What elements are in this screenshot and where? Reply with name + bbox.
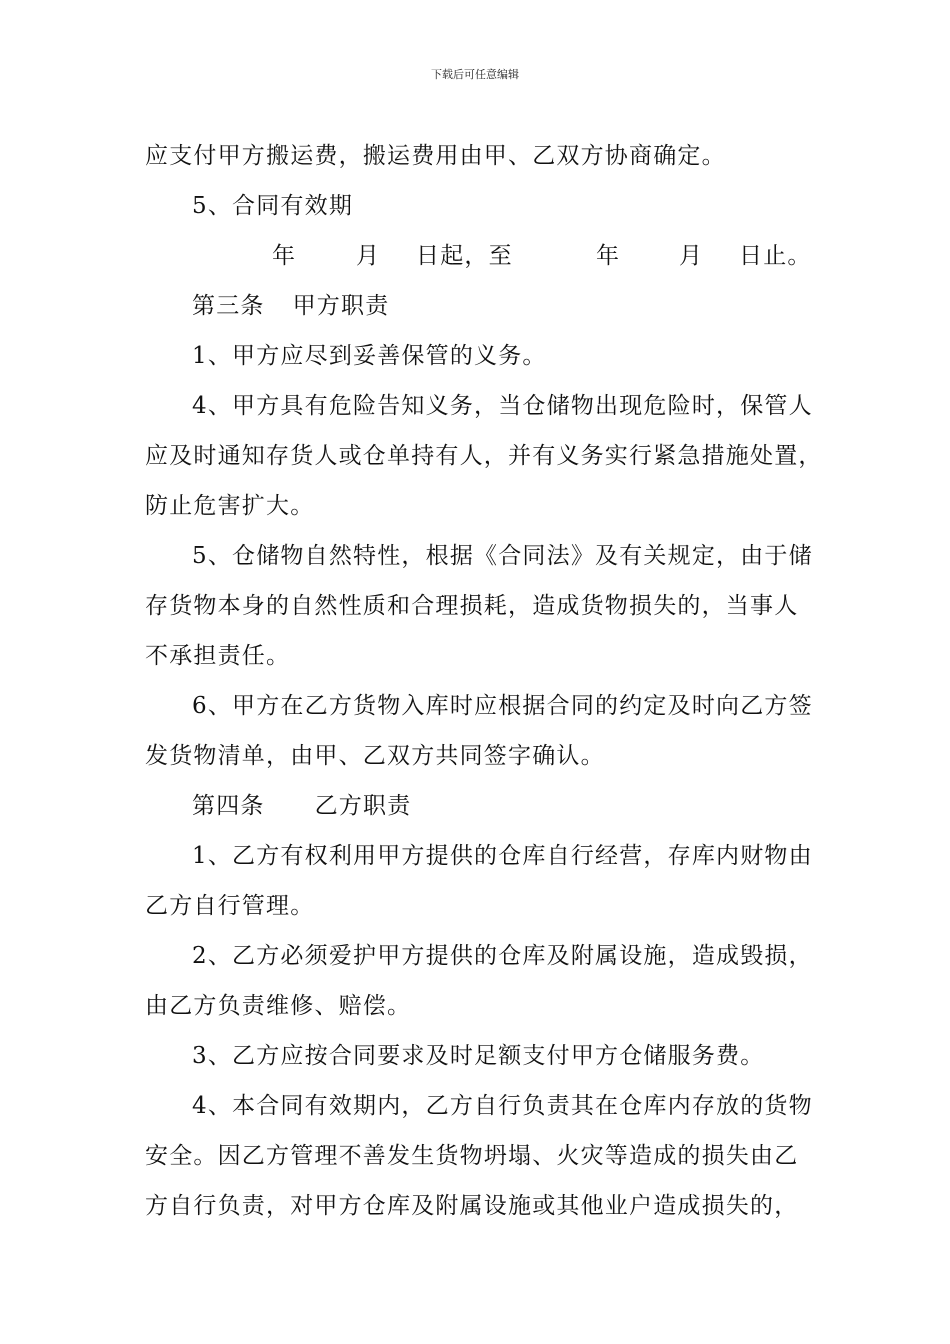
paragraph-line: 5、仓储物自然特性，根据《合同法》及有关规定，由于储	[192, 543, 813, 569]
page-header: 下载后可任意编辑	[431, 68, 519, 81]
paragraph-line: 4、甲方具有危险告知义务，当仓储物出现危险时，保管人	[192, 393, 813, 419]
clause-validity-period: 5、合同有效期	[192, 193, 354, 219]
paragraph-line: 4、本合同有效期内，乙方自行负责其在仓库内存放的货物	[192, 1093, 813, 1119]
date-month-from: 月	[356, 243, 381, 269]
article-title: 乙方职责	[314, 793, 412, 819]
paragraph-line: 2、乙方必须爱护甲方提供的仓库及附属设施，造成毁损，	[192, 943, 813, 969]
paragraph-line: 6、甲方在乙方货物入库时应根据合同的约定及时向乙方签	[192, 693, 813, 719]
article-four-heading	[192, 787, 411, 820]
paragraph-line: 乙方自行管理。	[145, 893, 315, 919]
date-day-to: 日止。	[739, 243, 812, 269]
date-year-to: 年	[596, 243, 621, 269]
date-day-from: 日起，至	[416, 243, 513, 269]
paragraph-line: 方自行负责，对甲方仓库及附属设施或其他业户造成损失的，	[145, 1193, 799, 1219]
paragraph-line: 发货物清单，由甲、乙双方共同签字确认。	[145, 743, 605, 769]
paragraph-line: 存货物本身的自然性质和合理损耗，造成货物损失的，当事人	[145, 593, 799, 619]
paragraph-line: 不承担责任。	[145, 643, 291, 669]
paragraph-line: 安全。因乙方管理不善发生货物坍塌、火灾等造成的损失由乙	[145, 1143, 799, 1169]
date-month-to: 月	[679, 243, 704, 269]
paragraph-line: 3、乙方应按合同要求及时足额支付甲方仓储服务费。	[192, 1043, 765, 1069]
paragraph-line: 1、乙方有权利用甲方提供的仓库自行经营，存库内财物由	[192, 843, 813, 869]
date-year-from: 年	[272, 243, 297, 269]
paragraph-line: 由乙方负责维修、赔偿。	[145, 993, 412, 1019]
article-three-heading	[192, 287, 389, 320]
paragraph-line: 应支付甲方搬运费，搬运费用由甲、乙双方协商确定。	[145, 143, 726, 169]
article-number: 第四条	[192, 793, 265, 819]
paragraph-line: 防止危害扩大。	[145, 493, 315, 519]
paragraph-line: 应及时通知存货人或仓单持有人，并有义务实行紧急措施处置，	[145, 443, 823, 469]
article-number: 第三条	[192, 293, 265, 319]
article-title: 甲方职责	[292, 293, 390, 319]
paragraph-line: 1、甲方应尽到妥善保管的义务。	[192, 343, 547, 369]
